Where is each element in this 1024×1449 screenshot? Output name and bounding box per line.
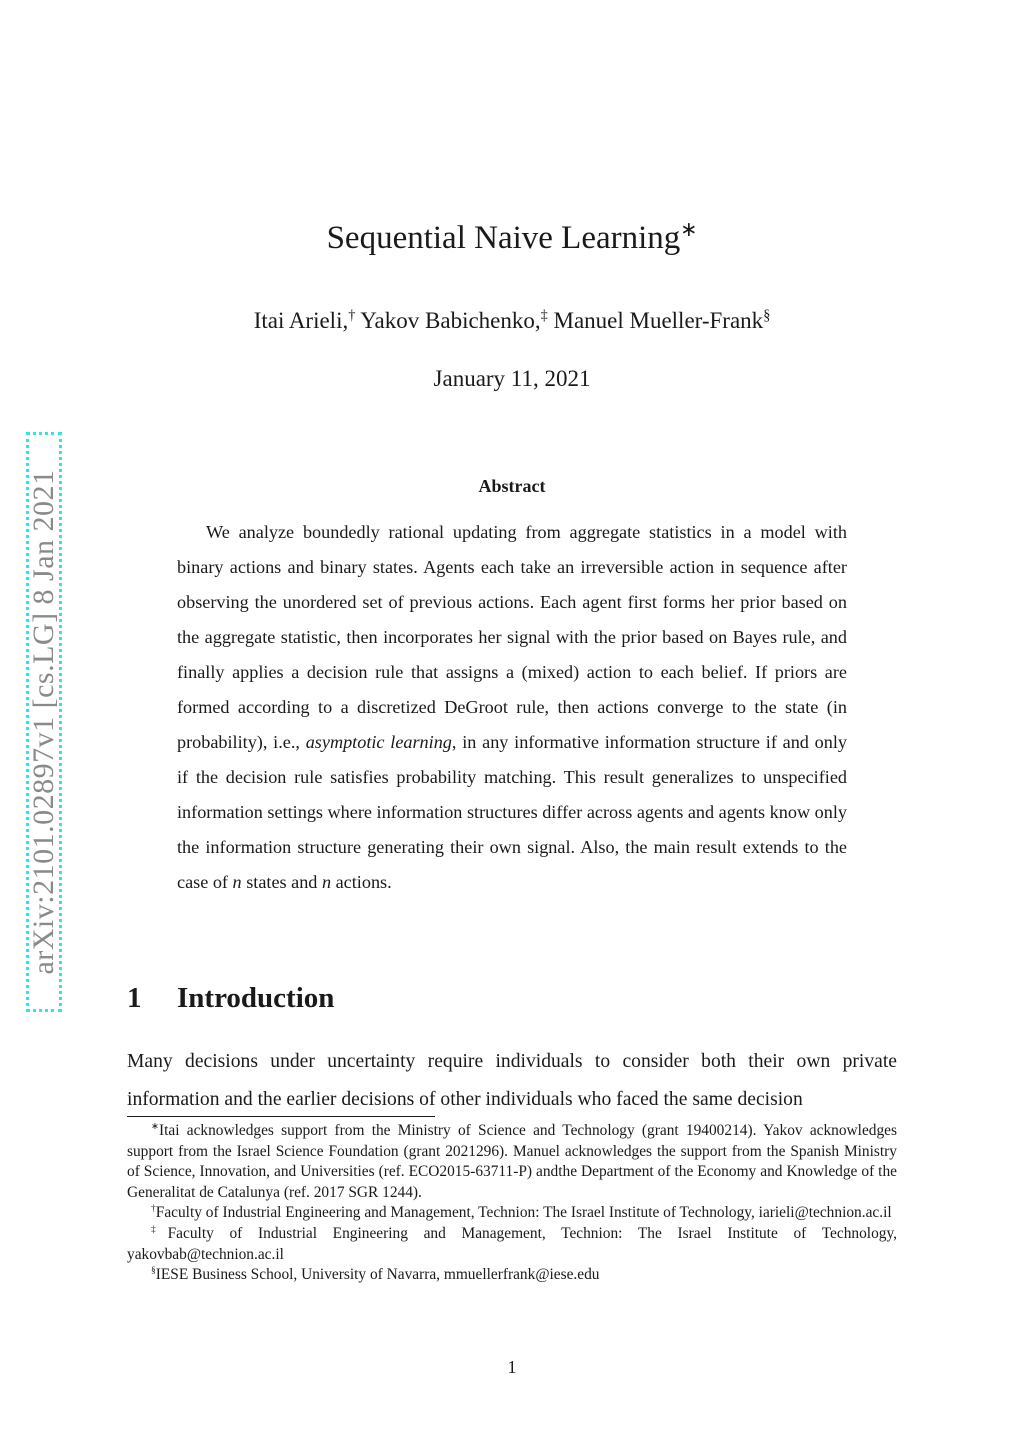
footnote-text: Itai acknowledges support from the Ministry of Science and Technology (grant 19400214). Yakov acknowledges support from the Israel Science Foundation (grant 2021296). Manuel acknowledges the support from the Spanish Ministry of Science, Innovation, and Universities (ref. ECO2015-63711-P) andthe Department of the Economy and Knowledge of the Generalitat de Catalunya (ref. 2017 SGR 1244). (127, 1122, 897, 1201)
intro-paragraph: Many decisions under uncertainty require individuals to consider both their own private information and the earlier decisions of other individuals who faced the same decision (127, 1051, 897, 1110)
footnote-mark: † (151, 1203, 156, 1215)
paper-title (0, 220, 1024, 257)
section-number: 1 (127, 982, 142, 1014)
arxiv-stamp-text: arXiv:2101.02897v1 [cs.LG] 8 Jan 2021 (27, 469, 60, 975)
author-footnote-mark: ‡ (540, 307, 548, 324)
footnote-mark: ‡ (151, 1223, 168, 1235)
abstract-text-part: states and (241, 872, 322, 892)
math-variable: n (232, 872, 242, 892)
paper-date: January 11, 2021 (433, 366, 591, 391)
footnote (127, 1121, 897, 1203)
abstract-text (177, 515, 847, 900)
math-variable: n (321, 872, 332, 892)
section-title: Introduction (177, 982, 335, 1014)
author-footnote-mark: § (763, 307, 771, 324)
author-list (0, 308, 1024, 334)
author-separator: , (342, 308, 349, 333)
section-heading (127, 982, 334, 1015)
author-name: Itai Arieli (253, 308, 343, 333)
page-number: 1 (507, 1357, 517, 1377)
abstract-emphasis: asymptotic learning (305, 732, 452, 752)
abstract-text-part: , in any informative information structure if and only if the decision rule satisfies probability matching. This result generalizes to unspecified information settings where information structures differ across agents and agents know only the information structure generating their own signal. Also, the main result extends to the case of (177, 732, 847, 892)
author-name: Yakov Babichenko (360, 308, 535, 333)
footnote-mark: § (151, 1265, 156, 1277)
abstract-heading: Abstract (478, 476, 546, 496)
author-separator: , (534, 308, 541, 333)
paper-title-text: Sequential Naive Learning (326, 220, 681, 256)
footnote-text: Faculty of Industrial Engineering and Management, Technion: The Israel Institute of Technology, iarieli@technion.ac.il (155, 1204, 892, 1222)
footnote-mark: ∗ (151, 1120, 159, 1132)
footnote (127, 1265, 897, 1286)
abstract-text-part: We analyze boundedly rational updating from aggregate statistics in a model with binary actions and binary states. Agents each take an irreversible action in sequence after observing the unordered set of previous actions. Each agent first forms her prior based on the aggregate statistic, then incorporates her signal with the prior based on Bayes rule, and finally applies a decision rule that assigns a (mixed) action to each belief. If priors are formed according to a discretized DeGroot rule, then actions converge to the state (in probability), i.e., (177, 522, 847, 752)
footnote-divider (127, 1116, 435, 1117)
title-footnote-mark: ∗ (680, 219, 698, 241)
footnote-text: IESE Business School, University of Navarra, mmuellerfrank@iese.edu (155, 1266, 600, 1284)
author-footnote-mark: † (348, 307, 356, 324)
abstract-text-part: actions. (331, 872, 392, 892)
footnote (127, 1203, 897, 1224)
footnote (127, 1224, 897, 1265)
footnote-text: Faculty of Industrial Engineering and Management, Technion: The Israel Institute of Technology, yakovbab@technion.ac.il (127, 1224, 898, 1263)
author-name: Manuel Mueller-Frank (553, 308, 764, 333)
footnotes (127, 1121, 897, 1286)
arxiv-stamp (26, 432, 62, 1012)
